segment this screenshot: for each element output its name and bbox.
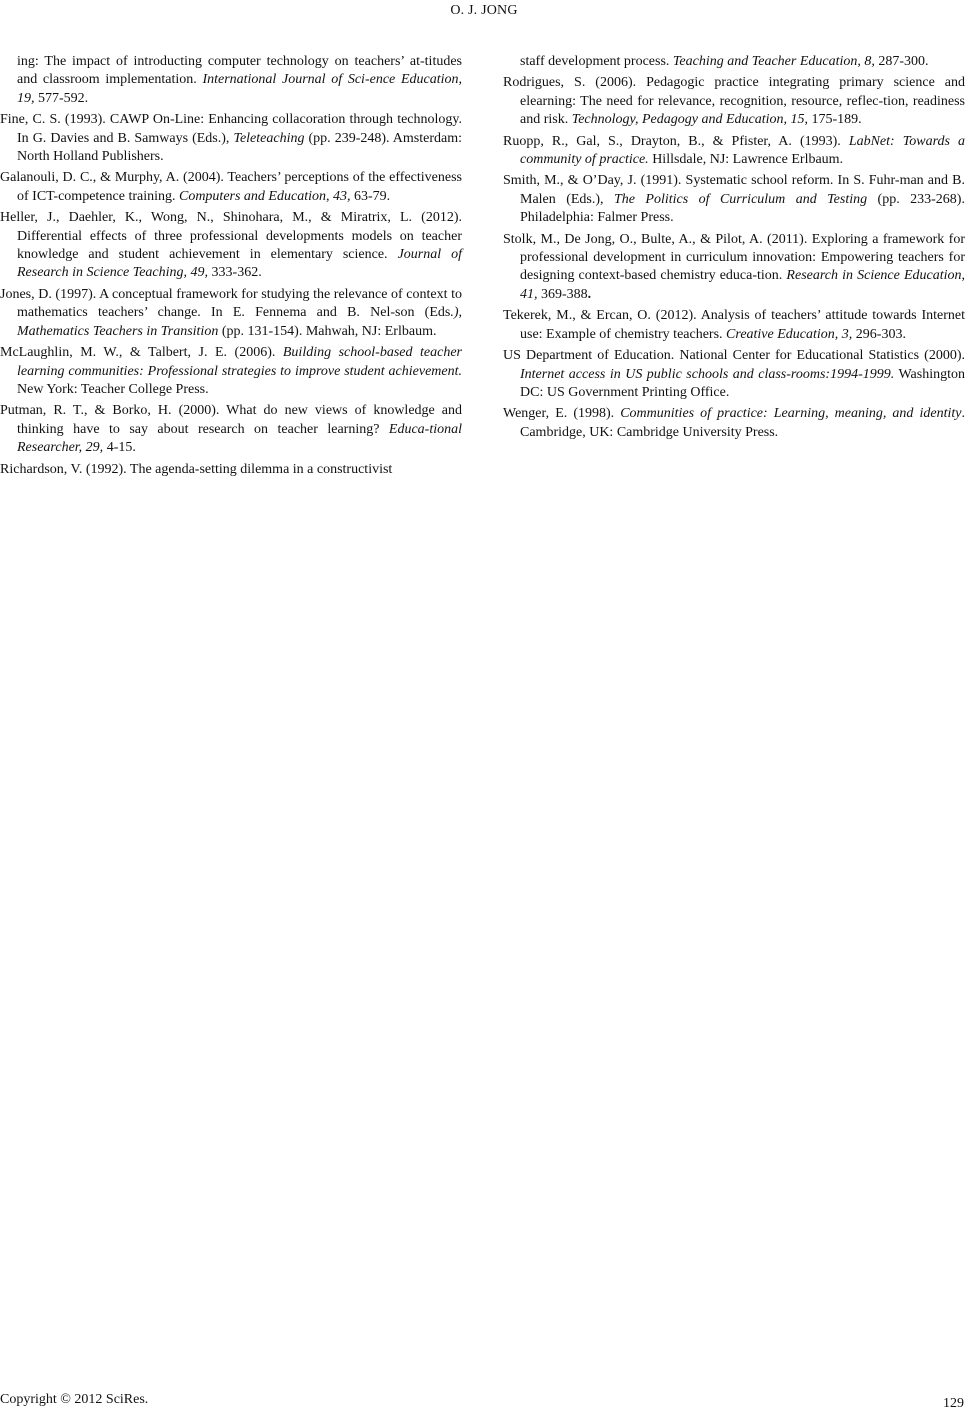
reference-text-segment: US Department of Education. National Center for Educational Statistics (2000).	[503, 348, 965, 364]
reference-text-segment: Stolk, M., De Jong, O., Bulte, A., & Pilot, A. (2011). Exploring a framework for professional development in curriculum innovation: Empowering teachers for designing context-based chemistry educa-tion.	[503, 231, 965, 284]
reference-text-segment: Richardson, V. (1992). The agenda-setting dilemma in a constructivist	[0, 461, 393, 477]
reference-entry	[503, 53, 965, 71]
reference-text-segment: 333-362.	[208, 265, 262, 281]
reference-entry	[503, 133, 965, 170]
reference-entry	[0, 209, 462, 283]
reference-text-segment: Galanouli, D. C., & Murphy, A. (2004). Teachers’ perceptions of the effectiveness of ICT-competence training.	[0, 170, 462, 204]
reference-italic-segment: Journal of Research in Science Teaching, 49,	[17, 247, 462, 281]
reference-entry	[0, 344, 462, 399]
reference-entry	[0, 53, 462, 108]
reference-entry	[503, 347, 965, 402]
reference-text-segment: Heller, J., Daehler, K., Wong, N., Shinohara, M., & Miratrix, L. (2012). Differential effects of three professional developments models on teacher knowledge and student achievement in elementary science.	[0, 210, 462, 263]
references-right-column	[503, 53, 965, 445]
reference-italic-segment: The Politics of Curriculum and Testing	[613, 191, 868, 207]
reference-text-segment: 63-79.	[350, 188, 391, 204]
reference-text-segment: Putman, R. T., & Borko, H. (2000). What do new views of knowledge and thinking have to say about research on teacher learning?	[0, 403, 462, 437]
running-title: O. J. JONG	[450, 3, 518, 18]
copyright-notice: Copyright © 2012 SciRes.	[0, 1392, 149, 1407]
reference-text-segment: 287-300.	[874, 54, 929, 69]
reference-entry	[503, 74, 965, 129]
page-number: 129	[943, 1396, 964, 1411]
reference-text-segment: Hillsdale, NJ: Lawrence Erlbaum.	[648, 152, 844, 168]
running-header	[0, 0, 968, 22]
reference-italic-segment: Creative Education, 3,	[726, 326, 853, 342]
reference-italic-segment: LabNet: Towards a community of practice.	[520, 133, 965, 168]
reference-entry	[503, 307, 965, 344]
reference-text-segment: (pp. 233-268). Philadelphia: Falmer Press.	[520, 191, 965, 226]
reference-entry	[503, 231, 965, 305]
reference-text-segment: Jones, D. (1997). A conceptual framework for studying the relevance of context to mathematics teachers’ change. In E. Fennema and B. Nel-son (Eds	[0, 286, 462, 321]
reference-text-segment: Tekerek, M., & Ercan, O. (2012). Analysis of teachers’ attitude towards Internet use: Example of chemistry teachers.	[503, 308, 965, 342]
reference-italic-segment: 41,	[520, 286, 538, 302]
reference-text-segment: staff development process.	[520, 54, 673, 69]
reference-italic-segment: Research in Science Education	[786, 268, 962, 284]
reference-italic-segment: Computers and Education, 43,	[178, 188, 351, 204]
reference-text-segment: ing: The impact of introducting computer technology on teachers’ at-titudes and classroom implementation.	[17, 54, 462, 88]
reference-entry	[0, 169, 462, 206]
reference-italic-segment: Internet access in US public schools and class-rooms:1994-1999.	[520, 366, 895, 382]
reference-text-segment: , 175-189.	[804, 112, 862, 128]
reference-entry	[503, 172, 965, 227]
reference-entry	[503, 405, 965, 442]
reference-entry	[0, 402, 462, 457]
reference-italic-segment: Communities of practice: Learning, meaning, and identity	[620, 406, 962, 422]
reference-italic-segment: Teleteaching	[233, 130, 305, 146]
reference-text-segment: (pp. 131-154). Mahwah, NJ: Erlbaum.	[218, 323, 437, 339]
reference-entry	[0, 461, 462, 479]
reference-text-segment: ,	[961, 268, 965, 284]
reference-text-segment: 577-592.	[34, 90, 89, 106]
reference-italic-segment: Building school-based teacher learning communities: Professional strategies to improve student achievement.	[17, 345, 462, 379]
reference-entry	[0, 111, 462, 166]
reference-text-segment: .	[587, 286, 592, 302]
reference-text-segment: 4-15.	[103, 440, 136, 456]
reference-text-segment: 296-303.	[852, 326, 906, 342]
reference-text-segment: McLaughlin, M. W., & Talbert, J. E. (2006).	[0, 345, 283, 361]
reference-text-segment: Ruopp, R., Gal, S., Drayton, B., & Pfister, A. (1993).	[503, 133, 849, 149]
reference-text-segment: Smith, M., & O’Day, J. (1991). Systematic school reform. In S. Fuhr-man and B. Malen (Eds.),	[503, 173, 965, 207]
reference-italic-segment: Technology, Pedagogy and Education, 15	[571, 112, 805, 128]
reference-text-segment: . Cambridge, UK: Cambridge University Press.	[520, 406, 965, 440]
reference-text-segment: Rodrigues, S. (2006). Pedagogic practice integrating primary science and elearning: The need for relevance, recognition, resource, reflec-tion, readiness and risk.	[503, 75, 965, 128]
reference-text-segment: Wenger, E. (1998).	[503, 406, 621, 422]
reference-entry	[0, 286, 462, 341]
references-left-column	[0, 53, 462, 482]
reference-italic-segment: Teaching and Teacher Education, 8,	[672, 54, 875, 69]
reference-text-segment: 369-388	[537, 286, 588, 302]
reference-text-segment: Washington DC: US Government Printing Office.	[520, 366, 966, 400]
reference-italic-segment: Educa-tional Researcher, 29,	[17, 421, 462, 456]
reference-italic-segment: International Journal of Sci-ence Education, 19,	[17, 72, 462, 106]
reference-text-segment: (pp. 239-248). Amsterdam: North Holland Publishers.	[17, 130, 463, 165]
reference-italic-segment: .), Mathematics Teachers in Transition	[17, 305, 462, 339]
reference-text-segment: New York: Teacher College Press.	[17, 381, 209, 397]
reference-text-segment: Fine, C. S. (1993). CAWP On-Line: Enhancing collacoration through technology. In G. Davies and B. Samways (Eds.),	[0, 112, 462, 146]
